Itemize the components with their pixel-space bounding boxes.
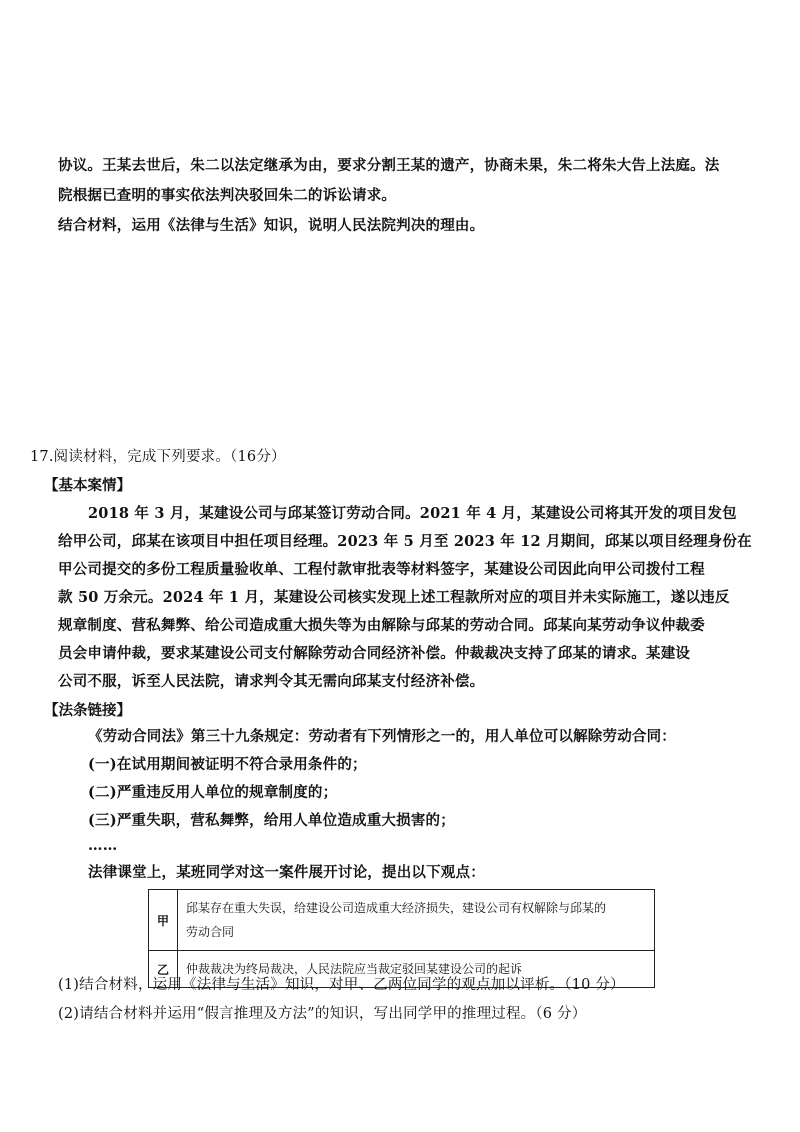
- law-line-2: (一)在试用期间被证明不符合录用条件的；: [88, 756, 367, 773]
- law-section-tag: 【法条链接】: [44, 702, 131, 719]
- case-line-4: 款 50 万余元。2024 年 1 月，某建设公司核实发现上述工程款所对应的项目并未实际施工，遂以违反: [58, 589, 730, 606]
- case-line-5: 规章制度、营私舞弊、给公司造成重大损失等为由解除与邱某的劳动合同。邱某向某劳动争议仲裁委: [58, 617, 705, 634]
- opinion-label-yi: 乙: [149, 951, 178, 988]
- top-paragraph-line-1: 协议。王某去世后，朱二以法定继承为由，要求分割王某的遗产，协商未果，朱二将朱大告上法庭。法: [58, 157, 720, 174]
- opinion-label-jia: 甲: [149, 890, 178, 951]
- case-line-7: 公司不服，诉至人民法院，请求判令其无需向邱某支付经济补偿。: [58, 673, 485, 690]
- case-line-2: 给甲公司，邱某在该项目中担任项目经理。2023 年 5 月至 2023 年 12 月期间，邱某以项目经理身份在: [58, 533, 752, 550]
- case-section-tag: 【基本案情】: [44, 477, 131, 494]
- opinions-table: [148, 889, 655, 988]
- sub-question-1: (1)结合材料，运用《法律与生活》知识，对甲、乙两位同学的观点加以评析。（10 分）: [58, 977, 625, 993]
- top-question-prompt: 结合材料，运用《法律与生活》知识，说明人民法院判决的理由。: [58, 217, 485, 234]
- case-line-6: 员会申请仲裁，要求某建设公司支付解除劳动合同经济补偿。仲裁裁决支持了邱某的请求。某建设: [58, 645, 691, 662]
- opinion-row-jia: [149, 890, 655, 951]
- discussion-intro: 法律课堂上，某班同学对这一案件展开讨论，提出以下观点：: [88, 864, 485, 881]
- law-line-3: (二)严重违反用人单位的规章制度的；: [88, 784, 338, 801]
- opinion-yi-line-1: 仲裁裁决为终局裁决，人民法院应当裁定驳回某建设公司的起诉: [186, 962, 523, 976]
- sub-question-2: (2)请结合材料并运用“假言推理及方法”的知识，写出同学甲的推理过程。（6 分）: [58, 1006, 587, 1022]
- law-line-4: (三)严重失职，营私舞弊，给用人单位造成重大损害的；: [88, 812, 455, 829]
- case-line-1: 2018 年 3 月，某建设公司与邱某签订劳动合同。2021 年 4 月，某建设公司将其开发的项目发包: [88, 505, 737, 522]
- case-line-3: 甲公司提交的多份工程质量验收单、工程付款审批表等材料签字，某建设公司因此向甲公司拨付工程: [58, 561, 705, 578]
- opinion-jia-line-1: 邱某存在重大失误，给建设公司造成重大经济损失，建设公司有权解除与邱某的: [186, 901, 607, 915]
- top-paragraph-line-2: 院根据已查明的事实依法判决驳回朱二的诉讼请求。: [58, 187, 397, 204]
- opinion-content-jia: [178, 890, 655, 951]
- question-17-header: 17.阅读材料，完成下列要求。（16分）: [30, 449, 286, 465]
- law-line-1: 《劳动合同法》第三十九条规定：劳动者有下列情形之一的，用人单位可以解除劳动合同：: [88, 728, 676, 745]
- law-ellipsis: ……: [88, 837, 118, 854]
- opinion-jia-line-2: 劳动合同: [186, 925, 235, 939]
